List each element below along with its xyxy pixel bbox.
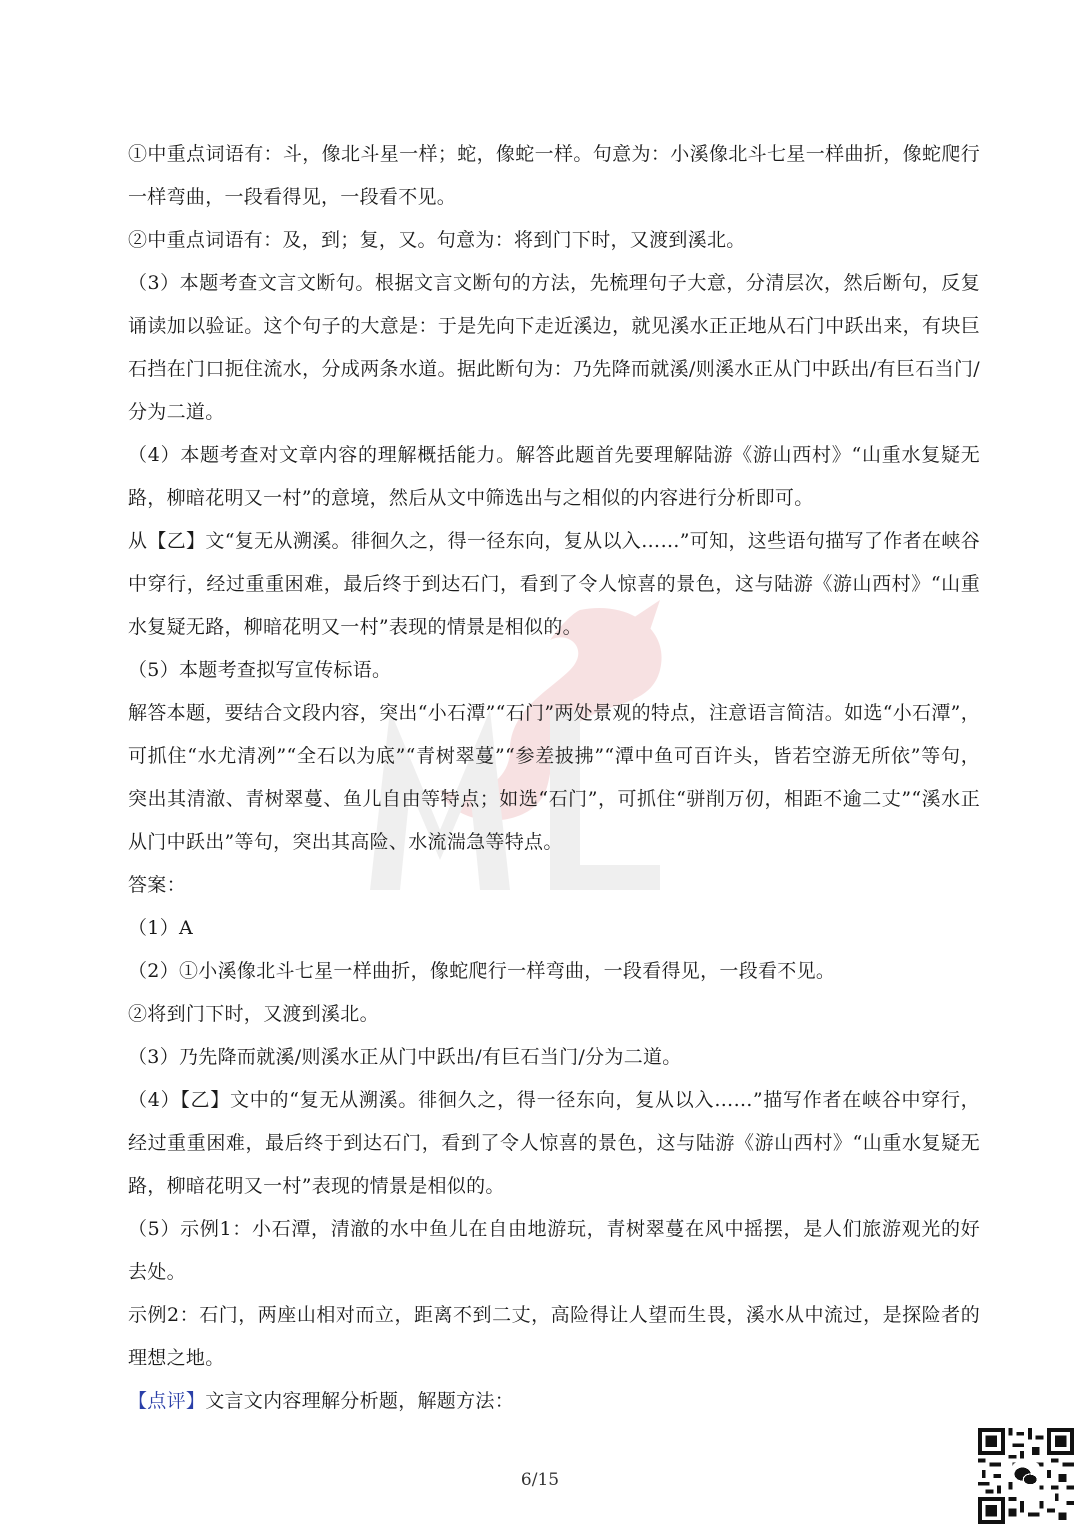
answer-5-example-2: 示例2：石门，两座山相对而立，距离不到二丈，高险得让人望而生畏，溪水从中流过，是探险者的理想之地。 xyxy=(128,1304,980,1369)
paragraph-6: （5）本题考查拟写宣传标语。 xyxy=(128,659,392,681)
answer-4: （4）【乙】文中的“复无从溯溪。徘徊久之，得一径东向，复从以入……”描写作者在峡谷中穿行，经过重重困难，最后终于到达石门，看到了令人惊喜的景色，这与陆游《游山西村》“山重水复疑无路，柳暗花明又一村”表现的情景是相似的。 xyxy=(128,1089,980,1197)
answer-heading: 答案： xyxy=(128,874,186,896)
paragraph-4: （4）本题考查对文章内容的理解概括能力。解答此题首先要理解陆游《游山西村》“山重水复疑无路，柳暗花明又一村”的意境，然后从文中筛选出与之相似的内容进行分析即可。 xyxy=(128,444,980,509)
answer-1: （1）A xyxy=(128,917,194,939)
answer-2b: ②将到门下时，又渡到溪北。 xyxy=(128,1003,379,1025)
paragraph-2: ②中重点词语有：及，到；复，又。句意为：将到门下时，又渡到溪北。 xyxy=(128,229,746,251)
paragraph-5: 从【乙】文“复无从溯溪。徘徊久之，得一径东向，复从以入……”可知，这些语句描写了作者在峡谷中穿行，经过重重困难，最后终于到达石门，看到了令人惊喜的景色，这与陆游《游山西村》“山重水复疑无路，柳暗花明又一村”表现的情景是相似的。 xyxy=(128,530,980,638)
answer-3: （3）乃先降而就溪/则溪水正从门中跃出/有巨石当门/分为二道。 xyxy=(128,1046,682,1068)
page-number: 6/15 xyxy=(520,1470,560,1490)
answer-5-example-1: （5）示例1：小石潭，清澈的水中鱼儿在自由地游玩，青树翠蔓在风中摇摆，是人们旅游观光的好去处。 xyxy=(128,1218,980,1283)
paragraph-3: （3）本题考查文言文断句。根据文言文断句的方法，先梳理句子大意，分清层次，然后断句，反复诵读加以验证。这个句子的大意是：于是先向下走近溪边，就见溪水正正地从石门中跃出来，有块巨石挡在门口扼住流水，分成两条水道。据此断句为：乃先降而就溪/则溪水正从门中跃出/有巨石当门/分为二道。 xyxy=(128,272,980,423)
paragraph-1: ①中重点词语有：斗，像北斗星一样；蛇，像蛇一样。句意为：小溪像北斗七星一样曲折，像蛇爬行一样弯曲，一段看得见，一段看不见。 xyxy=(128,143,980,208)
wechat-icon xyxy=(1013,1463,1040,1490)
comment-tag: 【点评】 xyxy=(128,1390,206,1412)
qr-code-icon xyxy=(978,1428,1074,1524)
answer-content xyxy=(128,133,980,1423)
comment-line xyxy=(128,1380,980,1423)
comment-text: 文言文内容理解分析题，解题方法： xyxy=(205,1390,515,1412)
answer-2: （2）①小溪像北斗七星一样曲折，像蛇爬行一样弯曲，一段看得见，一段看不见。 xyxy=(128,960,836,982)
paragraph-7: 解答本题，要结合文段内容，突出“小石潭”“石门”两处景观的特点，注意语言简洁。如选“小石潭”，可抓住“水尤清冽”“全石以为底”“青树翠蔓”“参差披拂”“潭中鱼可百许头，皆若空游无所依”等句，突出其清澈、青树翠蔓、鱼儿自由等特点；如选“石门”，可抓住“骈削万仞，相距不逾二丈”“溪水正从门中跃出”等句，突出其高险、水流湍急等特点。 xyxy=(128,702,980,853)
